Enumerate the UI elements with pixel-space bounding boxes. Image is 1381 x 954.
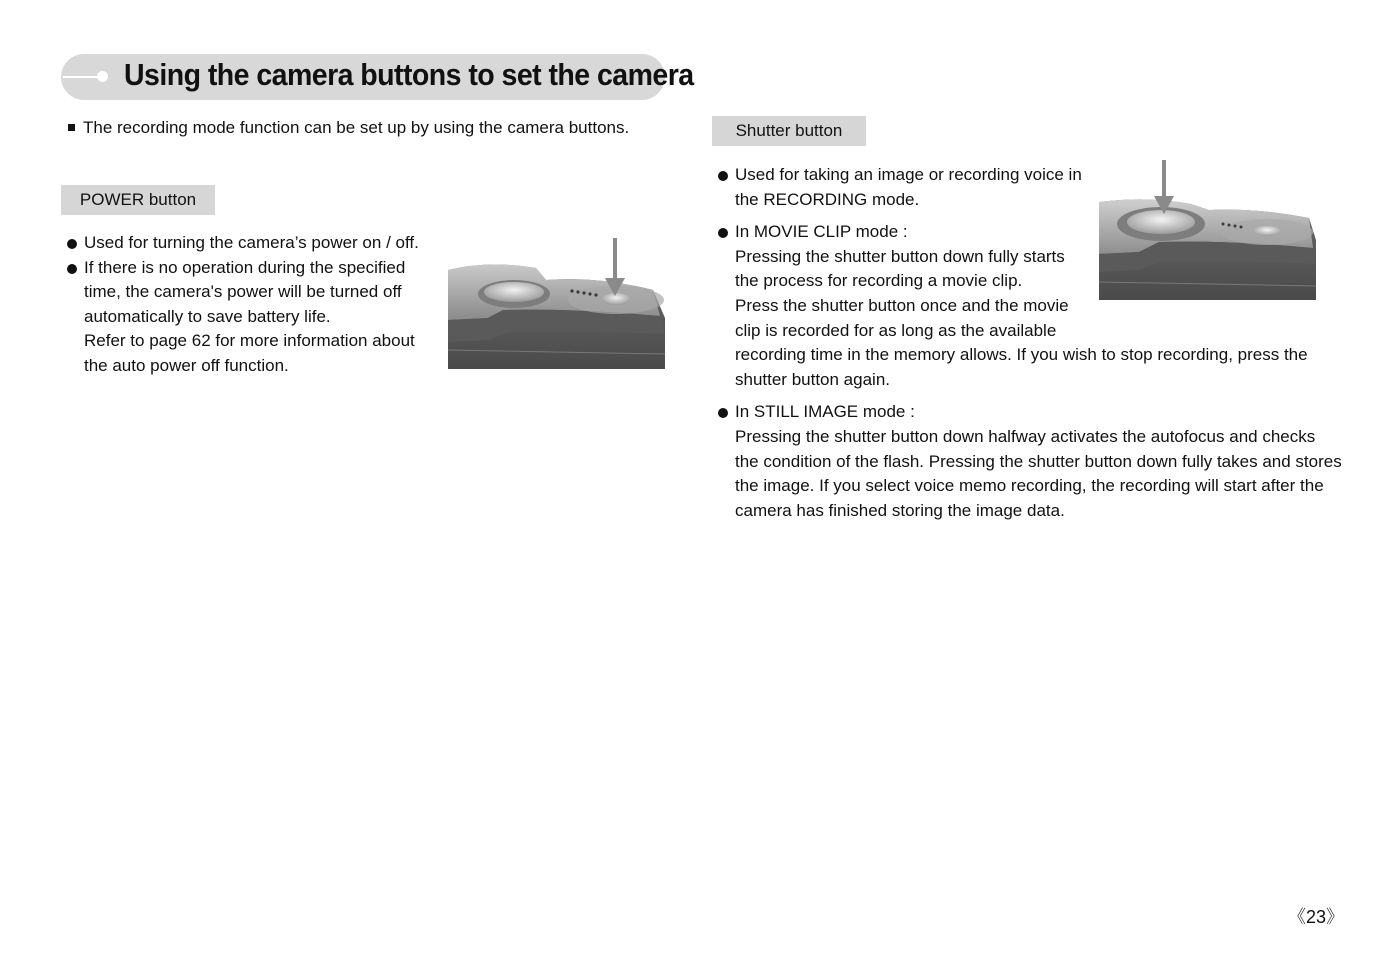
bullet-text-line: automatically to save battery life.	[84, 306, 331, 326]
bullet-text-line: If there is no operation during the specified	[84, 257, 406, 277]
bullet-text-line: Pressing the shutter button down halfway activates the autofocus and checks	[735, 426, 1316, 446]
bullet-text-line: Pressing the shutter button down fully starts	[735, 246, 1065, 266]
bullet-text-line: the auto power off function.	[84, 355, 289, 375]
bullet-text-line: camera has finished storing the image data.	[735, 500, 1065, 520]
bullet-text-line: recording time in the memory allows. If you wish to stop recording, press the	[735, 345, 1308, 365]
bullet-text-line: time, the camera's power will be turned off	[84, 282, 402, 302]
bullet-text-line: the RECORDING mode.	[735, 189, 920, 209]
bullet-text-line: Used for taking an image or recording voice in	[735, 165, 1082, 184]
bullet-text-line: In MOVIE CLIP mode :	[735, 222, 908, 242]
power-section-label: POWER button	[61, 185, 215, 215]
title-bar-line-decoration	[63, 76, 99, 78]
bullet-text-line: Refer to page 62 for more information about	[84, 331, 415, 351]
bullet-text-line: shutter button again.	[735, 369, 891, 389]
camera-shutter-button-image	[1099, 160, 1316, 300]
list-item	[718, 400, 1342, 523]
bullet-text-line: Press the shutter button once and the movie	[735, 295, 1069, 315]
square-bullet-icon	[68, 124, 75, 131]
shutter-section-label: Shutter button	[712, 116, 866, 146]
intro-text	[68, 118, 629, 138]
power-bullet-list	[67, 231, 437, 379]
list-item	[67, 256, 437, 379]
camera-power-button-image	[448, 238, 665, 369]
bullet-text-line: the process for recording a movie clip.	[735, 271, 1023, 291]
bullet-text-line: Used for turning the camera’s power on / off.	[84, 233, 419, 252]
bullet-text-line: the image. If you select voice memo recording, the recording will start after the	[735, 476, 1324, 496]
bullet-text-line: clip is recorded for as long as the available	[735, 320, 1057, 340]
bullet-text-line: the condition of the flash. Pressing the shutter button down fully takes and stores	[735, 451, 1342, 471]
list-item	[67, 231, 437, 256]
bullet-text-line: In STILL IMAGE mode :	[735, 402, 915, 422]
page-title: Using the camera buttons to set the camera	[124, 57, 694, 92]
page-number: 《23》	[1288, 907, 1345, 927]
intro-label: The recording mode function can be set up by using the camera buttons.	[83, 118, 630, 137]
title-bar-dot-decoration	[97, 71, 108, 82]
